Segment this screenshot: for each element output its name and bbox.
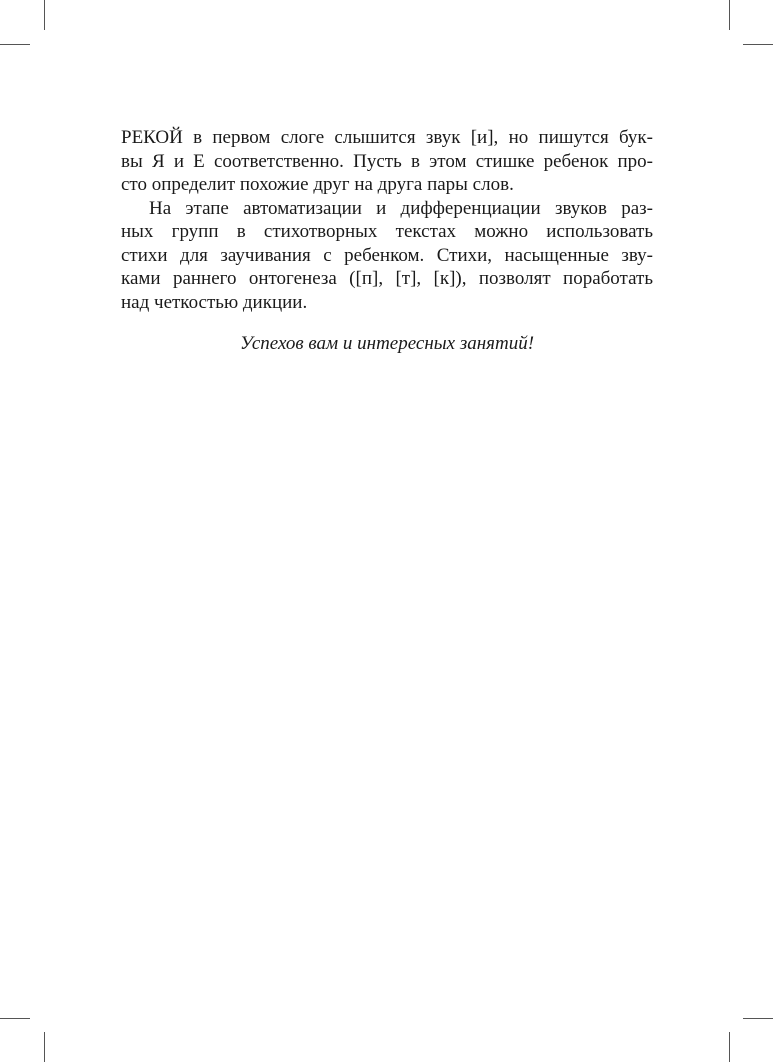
paragraph-2-line-3: стихи для заучивания с ребенком. Стихи, насыщенные зву- [121, 244, 653, 266]
paragraph-2-line-5: над четкостью дикции. [121, 291, 308, 313]
paragraph-1-line-3: сто определит похожие друг на друга пары слов. [121, 174, 514, 195]
body-text [121, 126, 653, 314]
crop-mark-bottom-left-vertical [44, 1032, 45, 1062]
crop-mark-bottom-left-horizontal [0, 1018, 30, 1019]
paragraph-1 [121, 126, 653, 197]
crop-mark-top-left-horizontal [0, 44, 30, 45]
crop-mark-top-right-horizontal [743, 44, 773, 45]
paragraph-1-line-1: РЕКОЙ в первом слоге слышится звук [и], но пишутся бук- [121, 127, 653, 148]
crop-mark-top-right-vertical [729, 0, 730, 30]
paragraph-2 [121, 197, 653, 315]
crop-mark-top-left-vertical [44, 0, 45, 30]
crop-mark-bottom-right-vertical [729, 1032, 730, 1062]
paragraph-2-line-4: ками раннего онтогенеза ([п], [т], [к]), позволят поработать [121, 268, 653, 289]
closing-wish: Успехов вам и интересных занятий! [239, 333, 535, 354]
paragraph-2-line-1: На этапе автоматизации и дифференциации звуков раз- [149, 197, 653, 219]
paragraph-1-line-2: вы Я и Е соответственно. Пусть в этом стишке ребенок про- [121, 150, 653, 172]
crop-mark-bottom-right-horizontal [743, 1018, 773, 1019]
paragraph-2-line-2: ных групп в стихотворных текстах можно использовать [121, 221, 653, 242]
